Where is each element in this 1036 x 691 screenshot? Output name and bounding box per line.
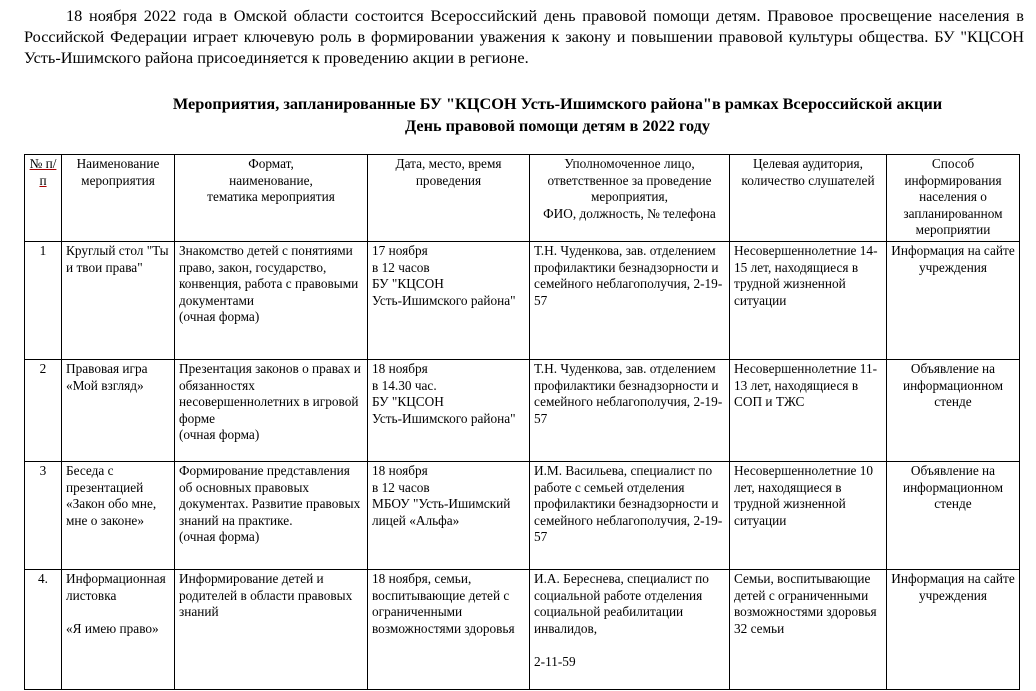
- cell-name: Правовая игра «Мой взгляд»: [62, 359, 175, 461]
- cell-format: Информирование детей и родителей в области правовых знаний: [175, 569, 368, 689]
- cell-name: Информационная листовка «Я имею право»: [62, 569, 175, 689]
- events-table: [24, 154, 1020, 690]
- page-heading: [60, 93, 1036, 137]
- cell-info: Объявление на информационном стенде: [887, 461, 1020, 569]
- header-name: Наименование мероприятия: [62, 155, 175, 242]
- cell-responsible: Т.Н. Чуденкова, зав. отделением профилактики безнадзорности и семейного неблагополучия, 2-19-57: [530, 359, 730, 461]
- cell-format: Формирование представления об основных правовых документах. Развитие правовых знаний на практике. (очная форма): [175, 461, 368, 569]
- cell-audience: Семьи, воспитывающие детей с ограниченными возможностями здоровья 32 семьи: [730, 569, 887, 689]
- header-responsible: Уполномоченное лицо, ответственное за проведение мероприятия, ФИО, должность, № телефона: [530, 155, 730, 242]
- header-info: Способ информирования населения о запланированном мероприятии: [887, 155, 1020, 242]
- cell-date: 18 ноября, семьи, воспитывающие детей с ограниченными возможностями здоровья: [368, 569, 530, 689]
- table-row: [25, 359, 1020, 461]
- cell-num: 4.: [25, 569, 62, 689]
- table-row: [25, 241, 1020, 359]
- cell-date: 18 ноября в 14.30 час. БУ "КЦСОН Усть-Ишимского района": [368, 359, 530, 461]
- cell-format: Знакомство детей с понятиями право, закон, государство, конвенция, работа с правовыми документами (очная форма): [175, 241, 368, 359]
- cell-name: Беседа с презентацией «Закон обо мне, мне о законе»: [62, 461, 175, 569]
- cell-responsible: Т.Н. Чуденкова, зав. отделением профилактики безнадзорности и семейного неблагополучия, 2-19-57: [530, 241, 730, 359]
- cell-audience: Несовершеннолетние 11-13 лет, находящиеся в СОП и ТЖС: [730, 359, 887, 461]
- cell-audience: Несовершеннолетние 14-15 лет, находящиеся в трудной жизненной ситуации: [730, 241, 887, 359]
- header-date: Дата, место, время проведения: [368, 155, 530, 242]
- cell-responsible: И.А. Береснева, специалист по социальной работе отделения социальной реабилитации инвалидов, 2-11-59: [530, 569, 730, 689]
- intro-text: 18 ноября 2022 года в Омской области состоится Всероссийский день правовой помощи детям. Правовое просвещение населения в Российской Федерации играет ключевую роль в формировании уважения к закону и повышении правовой культуры общества. БУ "КЦСОН Усть-Ишимского района присоединяется к проведению акции в регионе.: [24, 6, 1024, 67]
- cell-date: 18 ноября в 12 часов МБОУ "Усть-Ишимский лицей «Альфа»: [368, 461, 530, 569]
- header-format: Формат, наименование, тематика мероприятия: [175, 155, 368, 242]
- cell-date: 17 ноября в 12 часов БУ "КЦСОН Усть-Ишимского района": [368, 241, 530, 359]
- cell-format: Презентация законов о правах и обязанностях несовершеннолетних в игровой форме (очная форма): [175, 359, 368, 461]
- cell-num: 2: [25, 359, 62, 461]
- cell-num: 3: [25, 461, 62, 569]
- table-row: [25, 461, 1020, 569]
- table-row: [25, 569, 1020, 689]
- cell-info: Объявление на информационном стенде: [887, 359, 1020, 461]
- header-num: № п/п: [25, 155, 62, 242]
- table-header-row: [25, 155, 1020, 242]
- cell-audience: Несовершеннолетние 10 лет, находящиеся в трудной жизненной ситуации: [730, 461, 887, 569]
- cell-num: 1: [25, 241, 62, 359]
- heading-line-1: Мероприятия, запланированные БУ "КЦСОН Усть-Ишимского района"в рамках Всероссийской акции: [172, 94, 943, 113]
- heading-line-2: День правовой помощи детям в 2022 году: [404, 116, 711, 135]
- intro-paragraph: [24, 5, 1024, 68]
- cell-info: Информация на сайте учреждения: [887, 241, 1020, 359]
- cell-responsible: И.М. Васильева, специалист по работе с семьей отделения профилактики безнадзорности и семейного неблагополучия, 2-19-57: [530, 461, 730, 569]
- cell-name: Круглый стол "Ты и твои права": [62, 241, 175, 359]
- header-audience: Целевая аудитория, количество слушателей: [730, 155, 887, 242]
- cell-info: Информация на сайте учреждения: [887, 569, 1020, 689]
